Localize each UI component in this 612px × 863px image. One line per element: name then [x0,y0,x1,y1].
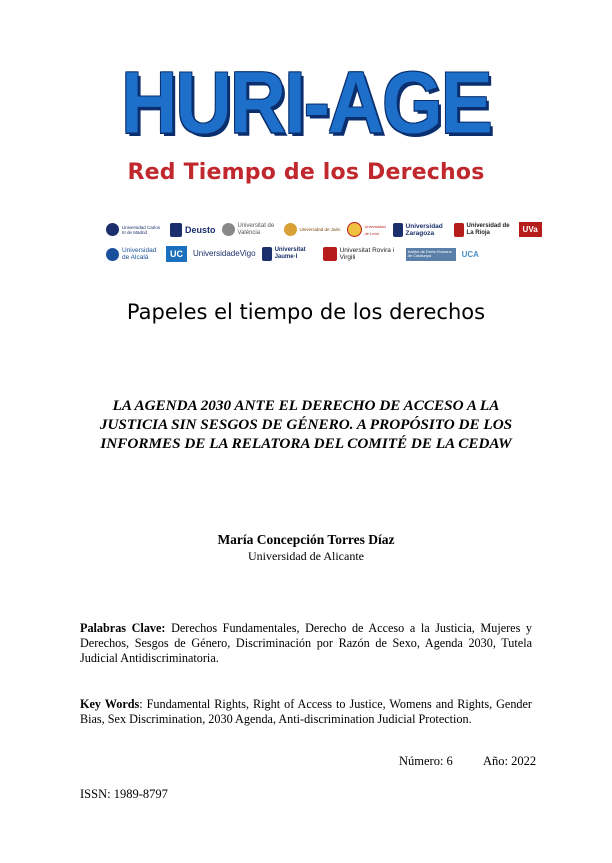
logo-subtitle: Red Tiempo de los Derechos [127,160,485,185]
university-name: Universidad de Jaén [299,227,341,232]
university-logo [106,247,160,261]
issn: ISSN: 1989-8797 [80,787,168,801]
university-logo [454,223,513,237]
university-logo [222,223,278,237]
university-logo [406,248,456,261]
institution-logos-row-1 [106,222,542,237]
university-name: Deusto [185,224,216,235]
university-name: UniversidadeVigo [193,249,256,258]
keywords-en-label: Key Words [80,697,140,711]
university-name: UCA [461,249,479,259]
university-name: Universitat de València [237,222,275,236]
university-logo [519,222,542,237]
university-name: Universidad Carlos III de Madrid [122,224,161,235]
valencia-emblem-icon [222,223,235,236]
university-name: Universitat Rovira i Virgili [339,247,395,261]
author-affiliation: Universidad de Alicante [248,549,364,563]
keywords-en [80,697,532,727]
keywords-es [80,621,532,666]
university-logo [106,223,164,236]
university-logo [462,251,479,258]
alcala-emblem-icon [106,248,119,261]
university-logo [347,222,387,237]
university-logo [284,223,341,236]
urv-emblem-icon [323,247,337,261]
university-name: Universidad de Alcalá [122,247,157,261]
deusto-emblem-icon [170,223,182,237]
university-name: UVa [519,222,542,237]
keywords-es-text: Derechos Fundamentales, Derecho de Acceso a la Justicia, Mujeres y Derechos, Sesgos de Género, Discriminación por Razón de Sexo, Agenda 2030, Tutela Judicial Antidiscriminatoria. [80,621,532,665]
university-logo [262,247,317,261]
rioja-emblem-icon [454,223,464,237]
jaume-emblem-icon [262,247,272,261]
issue-year: Año: 2022 [483,754,537,768]
keywords-en-text: : Fundamental Rights, Right of Access to Justice, Womens and Rights, Gender Bias, Sex Discrimination, 2030 Agenda, Anti-discrimination Judicial Protection. [80,697,532,726]
university-name: Universitat Jaume·I [274,247,306,260]
zaragoza-emblem-icon [393,223,403,237]
university-name: Universidad Zaragoza [405,222,443,237]
article-title: LA AGENDA 2030 ANTE EL DERECHO DE ACCESO A LA JUSTICIA SIN SESGOS DE GÉNERO. A PROPÓSITO DE LOS INFORMES DE LA RELATORA DEL COMITÉ DE LA CEDAW [99,397,513,452]
leon-emblem-icon [347,222,362,237]
series-title: Papeles el tiempo de los derechos [126,300,486,324]
university-name: Institut de Drets Humans de Catalunya [406,248,456,261]
university-logo [193,249,256,259]
university-logo [166,246,187,262]
issue-number: Número: 6 [399,754,453,768]
university-logo [170,223,216,237]
institution-logos-row-2 [106,246,479,262]
university-logo [323,247,400,261]
university-name: Universidad de La Rioja [466,222,510,236]
keywords-es-label: Palabras Clave: [80,621,166,635]
jaen-emblem-icon [284,223,297,236]
logo-title: HURI-AGE [121,53,491,152]
uc3m-emblem-icon [106,223,119,236]
university-name: UC [166,246,187,262]
university-name: Universidad de León [364,223,386,236]
author-name: María Concepción Torres Díaz [217,532,395,547]
university-logo [393,223,448,237]
